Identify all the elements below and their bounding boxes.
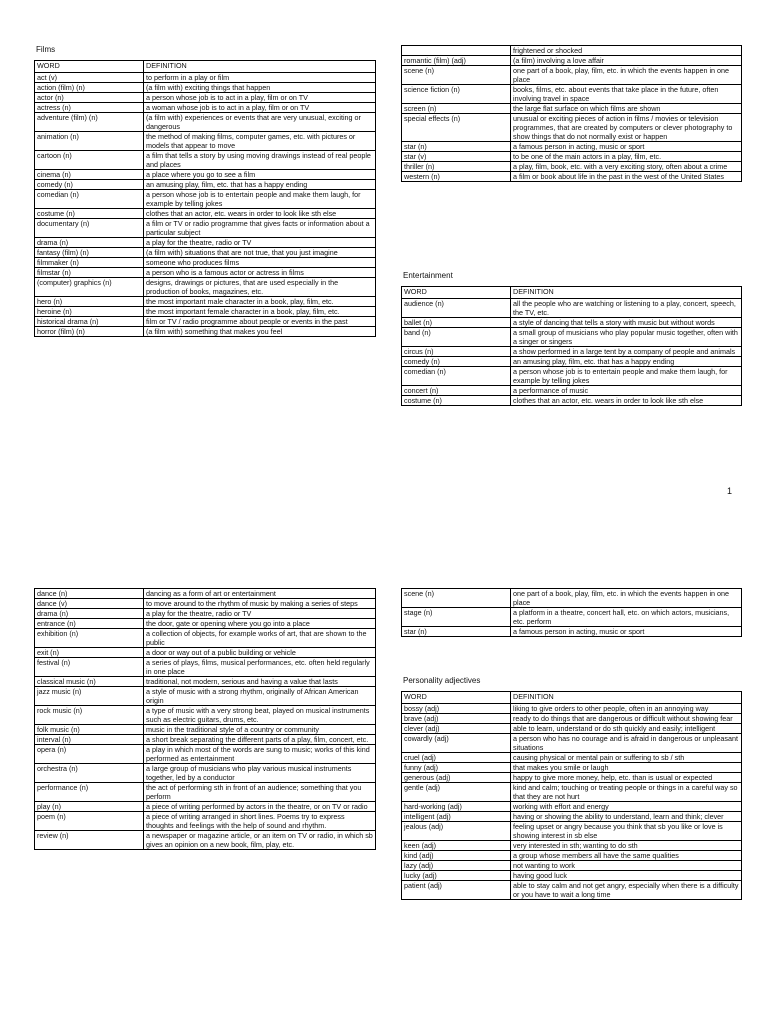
table-row [35,258,376,268]
table-row [35,802,376,812]
word-cell: gentle (adj) [402,783,511,802]
table-row [35,151,376,170]
table-row [35,327,376,337]
word-cell: dance (v) [35,599,144,609]
table-row [35,629,376,648]
definition-cell: liking to give orders to other people, often in an annoying way [511,704,742,714]
definition-cell: clothes that an actor, etc. wears in order to look like sth else [511,396,742,406]
table-row [402,881,742,900]
word-cell: comedian (n) [402,367,511,386]
table-row [35,599,376,609]
table-row [402,328,742,347]
definition-cell: a film or TV or radio programme that gives facts or information about a particular subject [144,219,376,238]
table-row [35,93,376,103]
table-row [402,822,742,841]
word-cell: hero (n) [35,297,144,307]
table-header-row [35,61,376,73]
definition-cell: a play for the theatre, radio or TV [144,238,376,248]
definition-cell: one part of a book, play, film, etc. in which the events happen in one place [511,66,742,85]
table-row [402,753,742,763]
definition-cell: an amusing play, film, etc. that has a happy ending [144,180,376,190]
word-cell: documentary (n) [35,219,144,238]
word-cell: comedy (n) [35,180,144,190]
table-row [402,386,742,396]
definition-cell: causing physical or mental pain or suffering to sb / sth [511,753,742,763]
table-row [402,608,742,627]
vocab-table [401,588,742,637]
definition-cell: a place where you go to see a film [144,170,376,180]
definition-cell: traditional, not modern, serious and having a value that lasts [144,677,376,687]
table-row [35,297,376,307]
word-cell: classical music (n) [35,677,144,687]
table-row [402,66,742,85]
definition-cell: music in the traditional style of a country or community [144,725,376,735]
table-row [35,238,376,248]
word-cell: thriller (n) [402,162,511,172]
table-row [402,871,742,881]
definition-cell: an amusing play, film, etc. that has a happy ending [511,357,742,367]
word-cell: audience (n) [402,299,511,318]
table-row [35,219,376,238]
table-row [35,103,376,113]
definition-cell: dancing as a form of art or entertainment [144,589,376,599]
word-cell: funny (adj) [402,763,511,773]
word-cell: romantic (film) (adj) [402,56,511,66]
definition-cell: very interested in sth; wanting to do sth [511,841,742,851]
definition-cell: a person who has no courage and is afraid in dangerous or unpleasant situations [511,734,742,753]
table-row [35,278,376,297]
word-cell: ballet (n) [402,318,511,328]
word-cell: animation (n) [35,132,144,151]
definition-cell: (a film with) experiences or events that are very unusual, exciting or dangerous [144,113,376,132]
table-row [35,706,376,725]
word-cell [402,46,511,56]
word-cell: interval (n) [35,735,144,745]
definition-cell: a short break separating the different parts of a play, film, concert, etc. [144,735,376,745]
definition-cell: a famous person in acting, music or sport [511,627,742,637]
table-row [35,735,376,745]
table-row [402,172,742,182]
word-cell: science fiction (n) [402,85,511,104]
table-header-row [402,287,742,299]
definition-cell: a door or way out of a public building or vehicle [144,648,376,658]
definition-cell: the large flat surface on which films are shown [511,104,742,114]
word-cell: rock music (n) [35,706,144,725]
table-row [402,46,742,56]
word-cell: brave (adj) [402,714,511,724]
definition-cell: someone who produces films [144,258,376,268]
definition-cell: the most important female character in a book, play, film, etc. [144,307,376,317]
definition-cell: a show performed in a large tent by a company of people and animals [511,347,742,357]
word-cell: performance (n) [35,783,144,802]
definition-cell: the act of performing sth in front of an audience; something that you perform [144,783,376,802]
word-cell: fantasy (film) (n) [35,248,144,258]
column-header-definition: DEFINITION [511,287,742,299]
word-cell: star (n) [402,142,511,152]
word-cell: action (film) (n) [35,83,144,93]
definition-cell: a play in which most of the words are sung to music; works of this kind performed as entertainment [144,745,376,764]
definition-cell: to be one of the main actors in a play, film, etc. [511,152,742,162]
word-cell: comedy (n) [402,357,511,367]
table-row [35,83,376,93]
table-row [402,627,742,637]
word-cell: festival (n) [35,658,144,677]
table-row [35,307,376,317]
word-cell: drama (n) [35,609,144,619]
table-row [402,783,742,802]
definition-cell: designs, drawings or pictures, that are used especially in the production of books, magazines, etc. [144,278,376,297]
table-row [35,589,376,599]
table-row [402,724,742,734]
definition-cell: a group whose members all have the same qualities [511,851,742,861]
table-row [402,56,742,66]
word-cell: band (n) [402,328,511,347]
table-row [402,162,742,172]
table-row [35,764,376,783]
entertainment-continued-section-2 [401,588,742,637]
definition-cell: (a film with) exciting things that happen [144,83,376,93]
table-row [35,268,376,278]
table-row [35,317,376,327]
table-row [35,132,376,151]
table-row [402,367,742,386]
definition-cell: happy to give more money, help, etc. than is usual or expected [511,773,742,783]
word-cell: historical drama (n) [35,317,144,327]
table-row [402,841,742,851]
definition-cell: all the people who are watching or listening to a play, concert, speech, the TV, etc. [511,299,742,318]
definition-cell: feeling upset or angry because you think that sb you like or love is showing interest in sb else [511,822,742,841]
section-heading: Films [36,45,56,54]
table-row [402,142,742,152]
vocab-table [34,588,376,850]
word-cell: jealous (adj) [402,822,511,841]
definition-cell: having good luck [511,871,742,881]
definition-cell: (a film) involving a love affair [511,56,742,66]
definition-cell: a person whose job is to act in a play, film or on TV [144,93,376,103]
word-cell: circus (n) [402,347,511,357]
word-cell: kind (adj) [402,851,511,861]
word-cell: special effects (n) [402,114,511,142]
definition-cell: a play, film, book, etc. with a very exciting story, often about a crime [511,162,742,172]
table-row [35,725,376,735]
entertainment-continued-section [34,588,376,850]
personality-adjectives-section [401,675,742,900]
definition-cell: kind and calm; touching or treating people or things in a careful way so that they are not hurt [511,783,742,802]
word-cell: filmstar (n) [35,268,144,278]
table-row [35,170,376,180]
word-cell: clever (adj) [402,724,511,734]
word-cell: play (n) [35,802,144,812]
word-cell: lazy (adj) [402,861,511,871]
table-row [402,299,742,318]
definition-cell: a small group of musicians who play popular music together, often with a singer or singers [511,328,742,347]
word-cell: drama (n) [35,238,144,248]
word-cell: dance (n) [35,589,144,599]
definition-cell: not wanting to work [511,861,742,871]
word-cell: lucky (adj) [402,871,511,881]
section-heading: Entertainment [403,271,453,280]
definition-cell: a series of plays, films, musical performances, etc. often held regularly in one place [144,658,376,677]
page-number: 1 [727,486,733,496]
word-cell: adventure (film) (n) [35,113,144,132]
definition-cell: (a film with) situations that are not true, that you just imagine [144,248,376,258]
table-row [35,745,376,764]
table-row [35,687,376,706]
table-row [35,609,376,619]
word-cell: jazz music (n) [35,687,144,706]
section-heading: Personality adjectives [403,676,481,685]
table-row [35,783,376,802]
definition-cell: a style of dancing that tells a story with music but without words [511,318,742,328]
definition-cell: a piece of writing performed by actors in the theatre, or on TV or radio [144,802,376,812]
definition-cell: a film that tells a story by using moving drawings instead of real people and places [144,151,376,170]
definition-cell: (a film with) something that makes you feel [144,327,376,337]
definition-cell: unusual or exciting pieces of action in films / movies or television programmes, that are created by computers or clever photography to show things that do not normally exist or happen [511,114,742,142]
word-cell: (computer) graphics (n) [35,278,144,297]
definition-cell: the most important male character in a book, play, film, etc. [144,297,376,307]
table-row [35,209,376,219]
definition-cell: a famous person in acting, music or sport [511,142,742,152]
definition-cell: a piece of writing arranged in short lines. Poems try to express thoughts and feelings with the help of sound and rhythm. [144,812,376,831]
table-row [402,802,742,812]
word-cell: horror (film) (n) [35,327,144,337]
table-row [35,248,376,258]
word-cell: cartoon (n) [35,151,144,170]
word-cell: exhibition (n) [35,629,144,648]
table-row [35,180,376,190]
word-cell: star (v) [402,152,511,162]
word-cell: cowardly (adj) [402,734,511,753]
word-cell: review (n) [35,831,144,850]
word-cell: comedian (n) [35,190,144,209]
table-row [402,851,742,861]
table-row [35,113,376,132]
column-header-definition: DEFINITION [144,61,376,73]
word-cell: costume (n) [35,209,144,219]
word-cell: concert (n) [402,386,511,396]
word-cell: costume (n) [402,396,511,406]
word-cell: intelligent (adj) [402,812,511,822]
word-cell: actor (n) [35,93,144,103]
entertainment-section [401,270,742,406]
word-cell: act (v) [35,73,144,83]
table-row [402,704,742,714]
word-cell: opera (n) [35,745,144,764]
definition-cell: working with effort and energy [511,802,742,812]
table-row [402,104,742,114]
word-cell: patient (adj) [402,881,511,900]
table-row [402,812,742,822]
definition-cell: a newspaper or magazine article, or an item on TV or radio, in which sb gives an opinion on a new book, film, play, etc. [144,831,376,850]
table-row [402,85,742,104]
table-row [35,648,376,658]
vocab-table [34,60,376,337]
table-row [402,763,742,773]
definition-cell: books, films, etc. about events that take place in the future, often involving travel in space [511,85,742,104]
definition-cell: having or showing the ability to understand, learn and think; clever [511,812,742,822]
table-row [35,619,376,629]
column-header-definition: DEFINITION [511,692,742,704]
table-row [402,861,742,871]
table-row [402,318,742,328]
definition-cell: to perform in a play or film [144,73,376,83]
definition-cell: able to learn, understand or do sth quickly and easily; intelligent [511,724,742,734]
table-row [402,357,742,367]
word-cell: hard-working (adj) [402,802,511,812]
word-cell: scene (n) [402,66,511,85]
table-row [35,677,376,687]
table-row [402,589,742,608]
definition-cell: a woman whose job is to act in a play, film or on TV [144,103,376,113]
definition-cell: the door, gate or opening where you go into a place [144,619,376,629]
table-row [35,190,376,209]
definition-cell: a film or book about life in the past in the west of the United States [511,172,742,182]
word-cell: actress (n) [35,103,144,113]
definition-cell: a type of music with a very strong beat, played on musical instruments such as electric guitars, drums, etc. [144,706,376,725]
table-row [402,114,742,142]
definition-cell: a collection of objects, for example works of art, that are shown to the public [144,629,376,648]
word-cell: western (n) [402,172,511,182]
column-header-word: WORD [402,692,511,704]
table-row [35,73,376,83]
definition-cell: film or TV / radio programme about people or events in the past [144,317,376,327]
table-row [402,347,742,357]
word-cell: exit (n) [35,648,144,658]
table-row [402,714,742,724]
films-section [34,44,376,337]
definition-cell: that makes you smile or laugh [511,763,742,773]
word-cell: filmmaker (n) [35,258,144,268]
table-row [35,658,376,677]
vocab-table [401,691,742,900]
definition-cell: frightened or shocked [511,46,742,56]
word-cell: bossy (adj) [402,704,511,714]
word-cell: generous (adj) [402,773,511,783]
definition-cell: a platform in a theatre, concert hall, etc. on which actors, musicians, etc. perform [511,608,742,627]
table-row [402,152,742,162]
column-header-word: WORD [35,61,144,73]
definition-cell: a play for the theatre, radio or TV [144,609,376,619]
column-header-word: WORD [402,287,511,299]
definition-cell: a performance of music [511,386,742,396]
word-cell: folk music (n) [35,725,144,735]
definition-cell: a person whose job is to entertain people and make them laugh, for example by telling jokes [144,190,376,209]
definition-cell: a person whose job is to entertain people and make them laugh, for example by telling jokes [511,367,742,386]
word-cell: heroine (n) [35,307,144,317]
definition-cell: one part of a book, play, film, etc. in which the events happen in one place [511,589,742,608]
definition-cell: the method of making films, computer games, etc. with pictures or models that appear to move [144,132,376,151]
word-cell: keen (adj) [402,841,511,851]
definition-cell: ready to do things that are dangerous or difficult without showing fear [511,714,742,724]
films-continued-section [401,45,742,182]
word-cell: orchestra (n) [35,764,144,783]
table-header-row [402,692,742,704]
definition-cell: able to stay calm and not get angry, especially when there is a difficulty or you have to wait a long time [511,881,742,900]
table-row [402,734,742,753]
vocab-table [401,286,742,406]
word-cell: star (n) [402,627,511,637]
definition-cell: a style of music with a strong rhythm, originally of African American origin [144,687,376,706]
definition-cell: a large group of musicians who play various musical instruments together, led by a conductor [144,764,376,783]
word-cell: scene (n) [402,589,511,608]
word-cell: screen (n) [402,104,511,114]
table-row [402,773,742,783]
word-cell: stage (n) [402,608,511,627]
definition-cell: clothes that an actor, etc. wears in order to look like sth else [144,209,376,219]
word-cell: cinema (n) [35,170,144,180]
table-row [35,812,376,831]
word-cell: cruel (adj) [402,753,511,763]
table-row [402,396,742,406]
word-cell: entrance (n) [35,619,144,629]
definition-cell: to move around to the rhythm of music by making a series of steps [144,599,376,609]
vocab-table [401,45,742,182]
word-cell: poem (n) [35,812,144,831]
table-row [35,831,376,850]
definition-cell: a person who is a famous actor or actress in films [144,268,376,278]
